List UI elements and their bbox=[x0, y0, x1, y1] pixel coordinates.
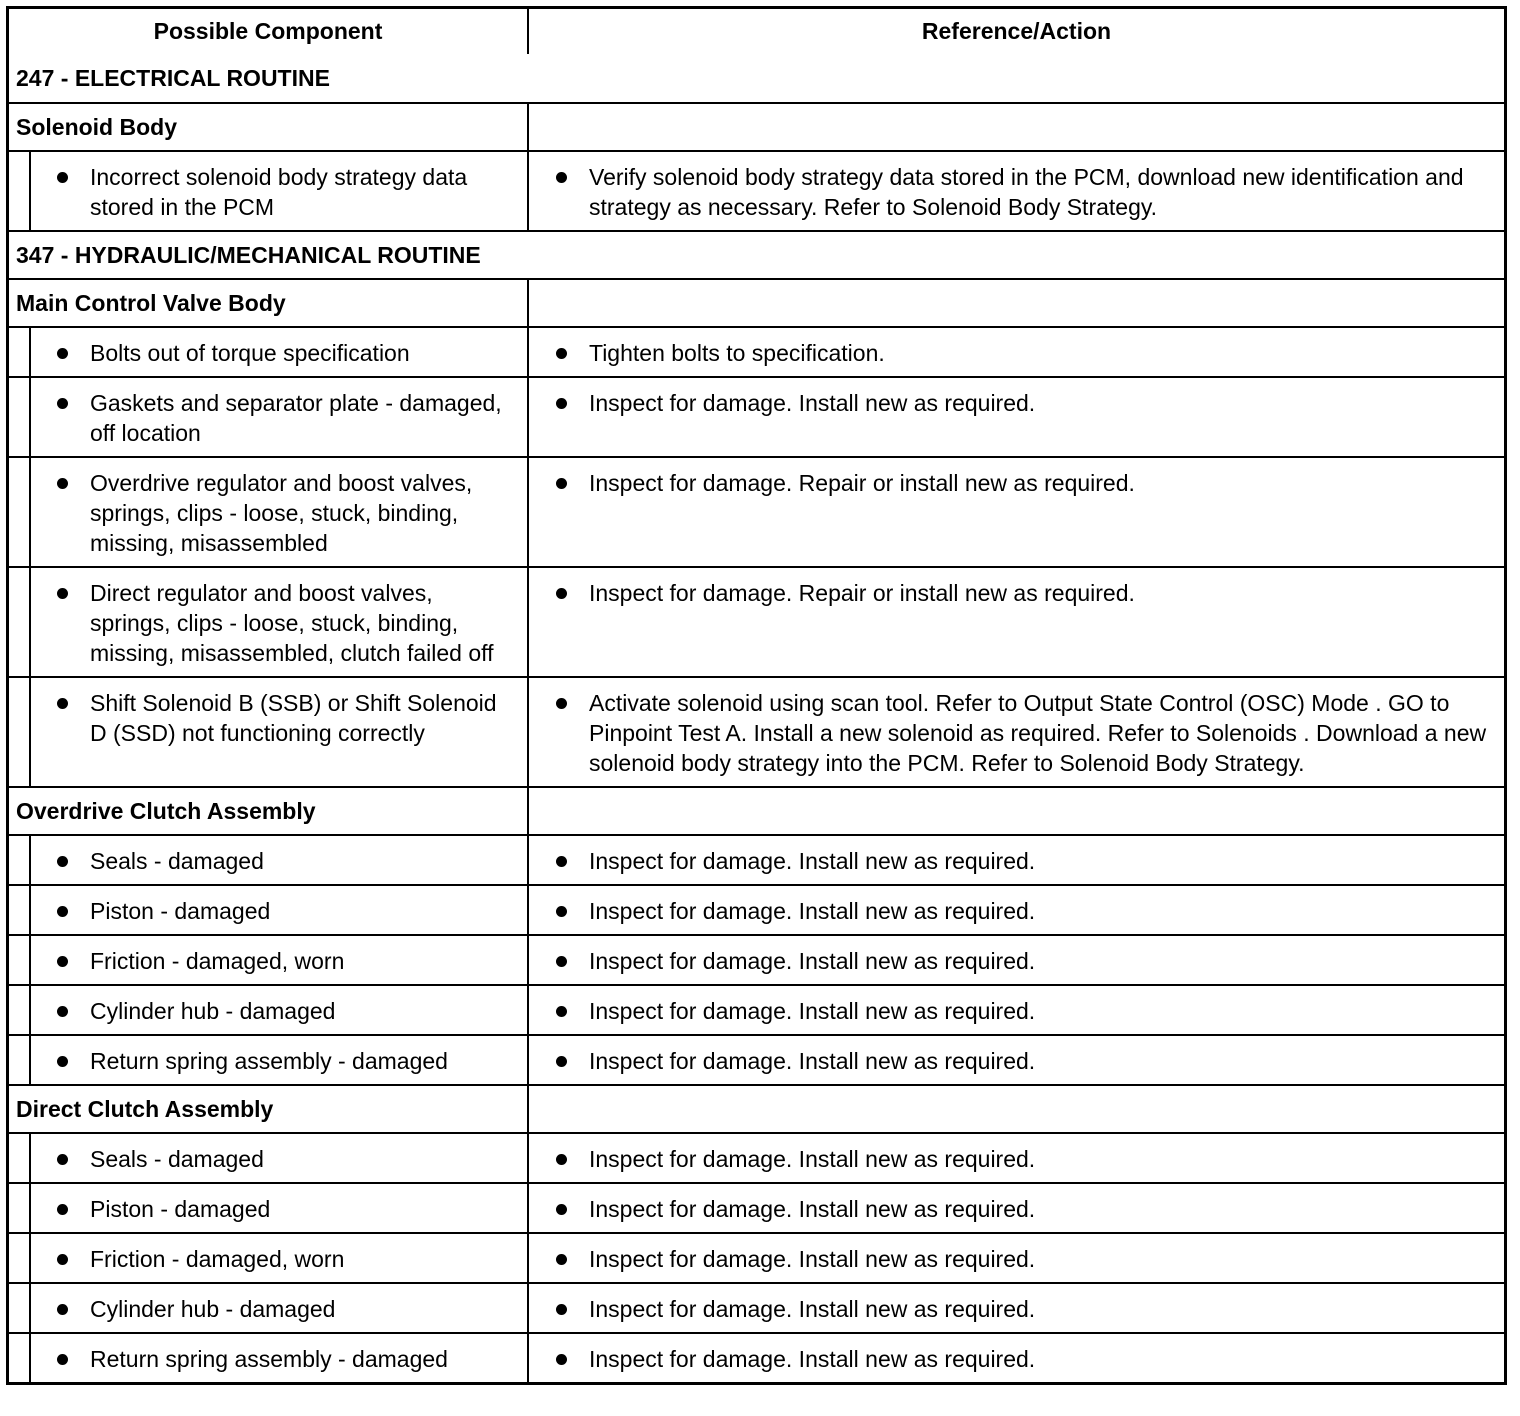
bullet-icon bbox=[57, 588, 68, 599]
bullet-icon bbox=[556, 856, 567, 867]
bullet-icon bbox=[556, 172, 567, 183]
group-row bbox=[9, 786, 1504, 834]
group-row bbox=[9, 102, 1504, 150]
section-title: 347 - HYDRAULIC/MECHANICAL ROUTINE bbox=[9, 230, 1504, 278]
action-entry bbox=[529, 378, 1499, 456]
action-cell bbox=[529, 568, 1504, 676]
bullet-icon bbox=[57, 1204, 68, 1215]
bullet-icon bbox=[556, 398, 567, 409]
action-text: Activate solenoid using scan tool. Refer to Output State Control (OSC) Mode . GO to Pinpoint Test A. Install a new solenoid as required. Refer to Solenoids . Download a new solenoid body strategy into the PCM. Refer to Solenoid Body Strategy. bbox=[589, 690, 1487, 776]
action-text: Tighten bolts to specification. bbox=[589, 340, 885, 366]
table-row bbox=[9, 150, 1504, 230]
bullet-icon bbox=[57, 1354, 68, 1365]
component-cell bbox=[9, 1036, 529, 1084]
action-cell bbox=[529, 1334, 1504, 1382]
component-text: Friction - damaged, worn bbox=[90, 948, 345, 974]
action-text: Inspect for damage. Install new as required. bbox=[589, 390, 1036, 416]
bullet-icon bbox=[556, 1304, 567, 1315]
bullet-icon bbox=[556, 588, 567, 599]
component-entry bbox=[31, 986, 510, 1034]
action-entry bbox=[529, 1036, 1499, 1084]
component-entry bbox=[31, 378, 510, 456]
component-text: Bolts out of torque specification bbox=[90, 340, 410, 366]
action-text: Inspect for damage. Repair or install new as required. bbox=[589, 470, 1135, 496]
indent-column bbox=[9, 458, 31, 566]
action-entry bbox=[529, 152, 1499, 230]
component-entry bbox=[31, 936, 510, 984]
action-text: Inspect for damage. Install new as required. bbox=[589, 998, 1036, 1024]
component-entry bbox=[31, 1334, 510, 1382]
indent-column bbox=[9, 1334, 31, 1382]
bullet-icon bbox=[57, 478, 68, 489]
group-row bbox=[9, 1084, 1504, 1132]
action-entry bbox=[529, 886, 1499, 934]
bullet-icon bbox=[556, 1204, 567, 1215]
component-text: Return spring assembly - damaged bbox=[90, 1346, 448, 1372]
bullet-icon bbox=[556, 698, 567, 709]
action-cell bbox=[529, 378, 1504, 456]
table-row bbox=[9, 1332, 1504, 1382]
bullet-icon bbox=[57, 172, 68, 183]
component-entry bbox=[31, 1184, 510, 1232]
table-row bbox=[9, 884, 1504, 934]
table-row bbox=[9, 376, 1504, 456]
action-text: Inspect for damage. Install new as required. bbox=[589, 1196, 1036, 1222]
component-entry bbox=[31, 678, 510, 786]
action-cell bbox=[529, 1134, 1504, 1182]
indent-column bbox=[9, 152, 31, 230]
bullet-icon bbox=[57, 906, 68, 917]
component-text: Piston - damaged bbox=[90, 898, 271, 924]
group-name: Direct Clutch Assembly bbox=[9, 1086, 529, 1132]
component-entry bbox=[31, 568, 510, 676]
group-name: Solenoid Body bbox=[9, 104, 529, 150]
component-entry bbox=[31, 458, 510, 566]
component-cell bbox=[9, 1284, 529, 1332]
column-header-component: Possible Component bbox=[9, 9, 529, 54]
table-header bbox=[9, 9, 1504, 54]
table-row bbox=[9, 1034, 1504, 1084]
table-row bbox=[9, 1182, 1504, 1232]
component-cell bbox=[9, 458, 529, 566]
group-name: Main Control Valve Body bbox=[9, 280, 529, 326]
bullet-icon bbox=[556, 1354, 567, 1365]
indent-column bbox=[9, 1184, 31, 1232]
indent-column bbox=[9, 1134, 31, 1182]
component-cell bbox=[9, 1134, 529, 1182]
component-entry bbox=[31, 1134, 510, 1182]
bullet-icon bbox=[556, 348, 567, 359]
group-action-blank bbox=[529, 280, 1504, 326]
component-entry bbox=[31, 1234, 510, 1282]
component-entry bbox=[31, 328, 510, 376]
component-cell bbox=[9, 886, 529, 934]
action-text: Inspect for damage. Install new as required. bbox=[589, 848, 1036, 874]
component-text: Friction - damaged, worn bbox=[90, 1246, 345, 1272]
indent-column bbox=[9, 886, 31, 934]
component-cell bbox=[9, 1334, 529, 1382]
table-row bbox=[9, 834, 1504, 884]
indent-column bbox=[9, 936, 31, 984]
component-cell bbox=[9, 328, 529, 376]
component-text: Incorrect solenoid body strategy data stored in the PCM bbox=[90, 164, 468, 220]
action-cell bbox=[529, 1184, 1504, 1232]
table-row bbox=[9, 1282, 1504, 1332]
action-text: Inspect for damage. Install new as required. bbox=[589, 1048, 1036, 1074]
action-entry bbox=[529, 936, 1499, 984]
component-cell bbox=[9, 986, 529, 1034]
action-entry bbox=[529, 1184, 1499, 1232]
action-cell bbox=[529, 458, 1504, 566]
bullet-icon bbox=[57, 1154, 68, 1165]
component-text: Direct regulator and boost valves, springs, clips - loose, stuck, binding, missing, misassembled, clutch failed off bbox=[90, 580, 494, 666]
indent-column bbox=[9, 378, 31, 456]
table-row bbox=[9, 984, 1504, 1034]
component-text: Cylinder hub - damaged bbox=[90, 998, 336, 1024]
action-text: Inspect for damage. Install new as required. bbox=[589, 1146, 1036, 1172]
component-entry bbox=[31, 1284, 510, 1332]
bullet-icon bbox=[556, 956, 567, 967]
action-text: Inspect for damage. Install new as required. bbox=[589, 1296, 1036, 1322]
component-text: Piston - damaged bbox=[90, 1196, 271, 1222]
component-cell bbox=[9, 152, 529, 230]
component-text: Shift Solenoid B (SSB) or Shift Solenoid D (SSD) not functioning correctly bbox=[90, 690, 497, 746]
action-cell bbox=[529, 936, 1504, 984]
action-cell bbox=[529, 986, 1504, 1034]
component-entry bbox=[31, 836, 510, 884]
indent-column bbox=[9, 568, 31, 676]
component-text: Seals - damaged bbox=[90, 848, 264, 874]
bullet-icon bbox=[57, 1254, 68, 1265]
component-entry bbox=[31, 1036, 510, 1084]
bullet-icon bbox=[57, 1006, 68, 1017]
action-text: Inspect for damage. Install new as required. bbox=[589, 1346, 1036, 1372]
action-cell bbox=[529, 886, 1504, 934]
bullet-icon bbox=[556, 1006, 567, 1017]
bullet-icon bbox=[556, 906, 567, 917]
action-cell bbox=[529, 1036, 1504, 1084]
action-entry bbox=[529, 986, 1499, 1034]
action-text: Inspect for damage. Install new as required. bbox=[589, 1246, 1036, 1272]
action-entry bbox=[529, 836, 1499, 884]
component-cell bbox=[9, 836, 529, 884]
action-text: Verify solenoid body strategy data stored in the PCM, download new identification and strategy as necessary. Refer to Solenoid Body Strategy. bbox=[589, 164, 1464, 220]
action-entry bbox=[529, 1234, 1499, 1282]
table-row bbox=[9, 934, 1504, 984]
indent-column bbox=[9, 986, 31, 1034]
component-entry bbox=[31, 152, 510, 230]
component-cell bbox=[9, 378, 529, 456]
action-cell bbox=[529, 328, 1504, 376]
bullet-icon bbox=[556, 478, 567, 489]
table-row bbox=[9, 676, 1504, 786]
bullet-icon bbox=[57, 856, 68, 867]
component-text: Gaskets and separator plate - damaged, off location bbox=[90, 390, 502, 446]
component-entry bbox=[31, 886, 510, 934]
component-text: Seals - damaged bbox=[90, 1146, 264, 1172]
indent-column bbox=[9, 836, 31, 884]
table-row bbox=[9, 456, 1504, 566]
action-entry bbox=[529, 1134, 1499, 1182]
table-row bbox=[9, 1132, 1504, 1182]
group-action-blank bbox=[529, 104, 1504, 150]
indent-column bbox=[9, 1036, 31, 1084]
action-entry bbox=[529, 568, 1499, 676]
bullet-icon bbox=[57, 1304, 68, 1315]
group-row bbox=[9, 278, 1504, 326]
bullet-icon bbox=[556, 1056, 567, 1067]
bullet-icon bbox=[57, 348, 68, 359]
component-text: Overdrive regulator and boost valves, springs, clips - loose, stuck, binding, missing, misassembled bbox=[90, 470, 473, 556]
table-row bbox=[9, 1232, 1504, 1282]
action-text: Inspect for damage. Install new as required. bbox=[589, 898, 1036, 924]
table-body bbox=[9, 54, 1504, 1382]
component-text: Return spring assembly - damaged bbox=[90, 1048, 448, 1074]
indent-column bbox=[9, 328, 31, 376]
column-header-action: Reference/Action bbox=[921, 18, 1112, 44]
action-text: Inspect for damage. Repair or install new as required. bbox=[589, 580, 1135, 606]
component-cell bbox=[9, 1234, 529, 1282]
action-entry bbox=[529, 1334, 1499, 1382]
component-cell bbox=[9, 568, 529, 676]
action-entry bbox=[529, 1284, 1499, 1332]
indent-column bbox=[9, 1234, 31, 1282]
bullet-icon bbox=[556, 1254, 567, 1265]
action-entry bbox=[529, 458, 1499, 566]
table-row bbox=[9, 326, 1504, 376]
action-cell bbox=[529, 1284, 1504, 1332]
bullet-icon bbox=[57, 698, 68, 709]
action-cell bbox=[529, 152, 1504, 230]
action-cell bbox=[529, 1234, 1504, 1282]
action-text: Inspect for damage. Install new as required. bbox=[589, 948, 1036, 974]
bullet-icon bbox=[57, 956, 68, 967]
group-action-blank bbox=[529, 1086, 1504, 1132]
bullet-icon bbox=[57, 1056, 68, 1067]
action-cell bbox=[529, 836, 1504, 884]
component-cell bbox=[9, 1184, 529, 1232]
table-row bbox=[9, 566, 1504, 676]
section-title: 247 - ELECTRICAL ROUTINE bbox=[16, 64, 330, 91]
diagnostic-table bbox=[6, 6, 1507, 1385]
bullet-icon bbox=[57, 398, 68, 409]
indent-column bbox=[9, 1284, 31, 1332]
indent-column bbox=[9, 678, 31, 786]
component-cell bbox=[9, 936, 529, 984]
component-text: Cylinder hub - damaged bbox=[90, 1296, 336, 1322]
action-entry bbox=[529, 678, 1499, 786]
action-cell bbox=[529, 678, 1504, 786]
group-name: Overdrive Clutch Assembly bbox=[9, 788, 529, 834]
component-cell bbox=[9, 678, 529, 786]
group-action-blank bbox=[529, 788, 1504, 834]
action-entry bbox=[529, 328, 1499, 376]
bullet-icon bbox=[556, 1154, 567, 1165]
